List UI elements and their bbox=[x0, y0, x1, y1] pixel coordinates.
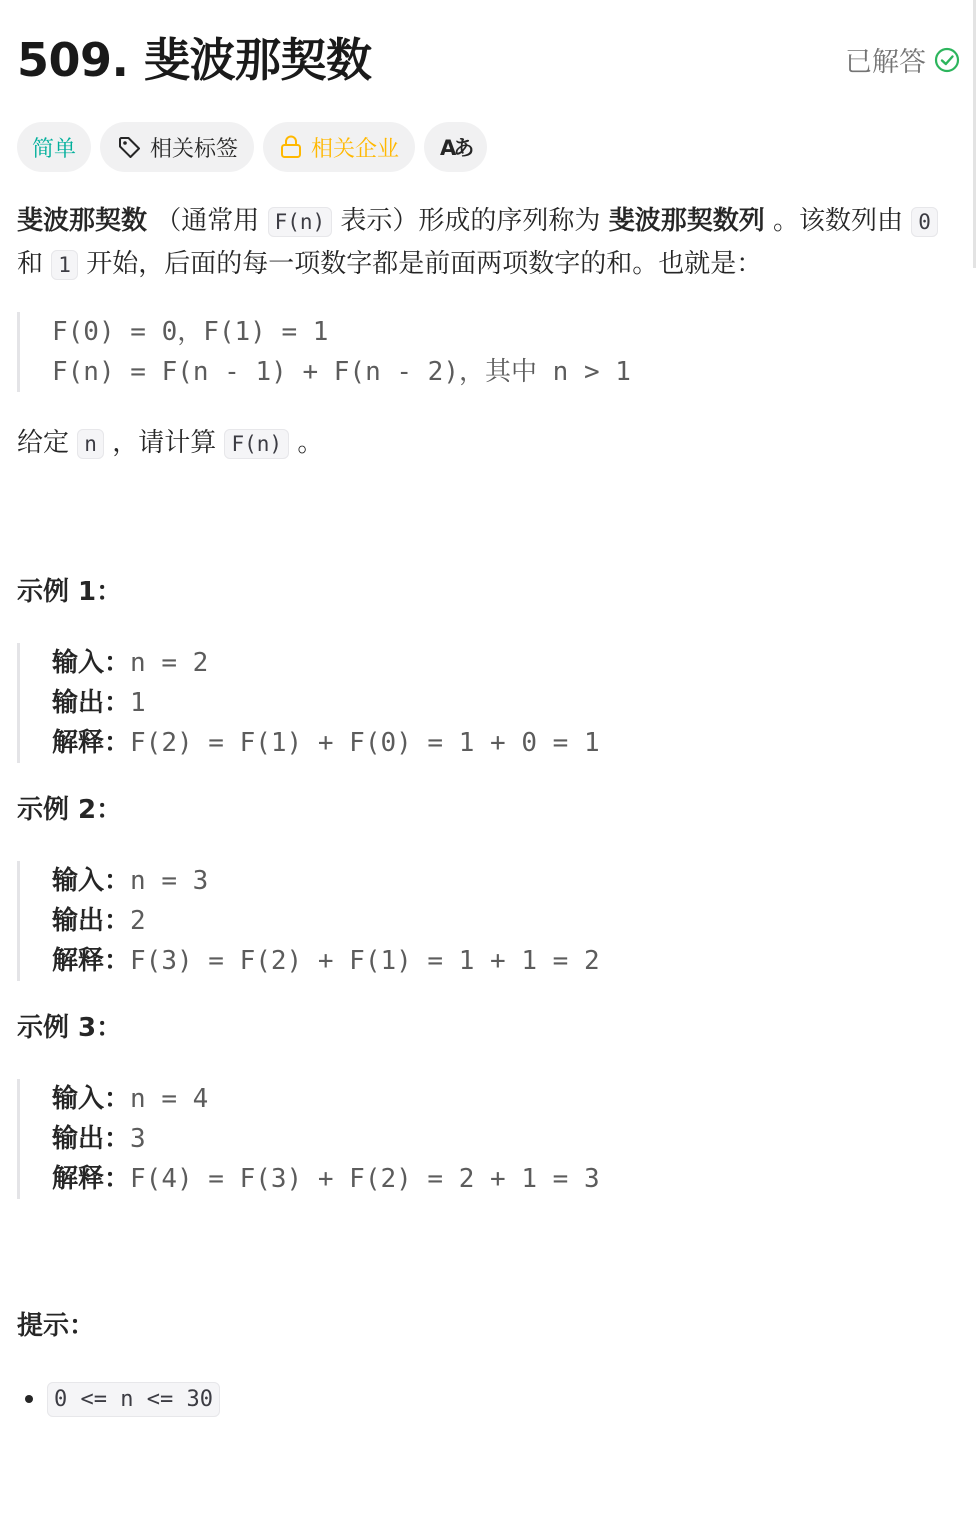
problem-header bbox=[17, 28, 960, 92]
inline-code: 0 bbox=[911, 207, 938, 237]
example-input bbox=[52, 643, 947, 683]
explain-label: 解释： bbox=[52, 1164, 131, 1194]
task-paragraph bbox=[17, 422, 947, 465]
hint-code: 0 <= n <= 30 bbox=[47, 1382, 220, 1417]
text-span: （通常用 bbox=[155, 206, 260, 236]
output-value: 1 bbox=[130, 688, 146, 718]
inline-code: 1 bbox=[51, 250, 78, 280]
example-output bbox=[52, 683, 947, 723]
text-span: 和 bbox=[17, 249, 44, 279]
output-label: 输出： bbox=[52, 688, 131, 718]
explain-value: F(4) = F(3) + F(2) = 2 + 1 = 3 bbox=[130, 1164, 600, 1194]
related-tags-label: 相关标签 bbox=[150, 136, 239, 162]
example-input bbox=[52, 1079, 947, 1119]
hints-section bbox=[17, 1305, 947, 1421]
problem-description bbox=[17, 200, 947, 1421]
lock-icon bbox=[279, 134, 303, 160]
difficulty-label: 简单 bbox=[32, 136, 77, 162]
text-span: 。该数列由 bbox=[772, 206, 903, 236]
input-label: 输入： bbox=[52, 648, 131, 678]
related-tags-button[interactable] bbox=[100, 122, 254, 172]
hints-list bbox=[17, 1377, 947, 1421]
explain-value: F(3) = F(2) + F(1) = 1 + 1 = 2 bbox=[130, 946, 600, 976]
check-circle-icon bbox=[934, 47, 960, 73]
problem-title[interactable]: 509. 斐波那契数 bbox=[17, 33, 372, 87]
example-block bbox=[17, 861, 947, 981]
output-value: 3 bbox=[130, 1124, 146, 1154]
output-value: 2 bbox=[130, 906, 146, 936]
text-span: ，请计算 bbox=[112, 428, 217, 458]
term-fibonacci: 斐波那契数 bbox=[17, 206, 148, 236]
text-span: 表示）形成的序列称为 bbox=[340, 206, 601, 236]
explain-value: F(2) = F(1) + F(0) = 1 + 0 = 1 bbox=[130, 728, 600, 758]
solved-status bbox=[845, 40, 960, 79]
term-fibonacci-sequence: 斐波那契数列 bbox=[608, 206, 765, 236]
example-3 bbox=[17, 1007, 947, 1199]
example-2 bbox=[17, 789, 947, 981]
output-label: 输出： bbox=[52, 1124, 131, 1154]
solved-label: 已解答 bbox=[845, 47, 926, 78]
example-explanation bbox=[52, 1159, 947, 1199]
example-1 bbox=[17, 571, 947, 763]
text-span: 。 bbox=[297, 428, 324, 458]
example-block bbox=[17, 643, 947, 763]
input-value: n = 4 bbox=[130, 1084, 209, 1114]
translate-icon: Aあ bbox=[440, 136, 472, 160]
explain-label: 解释： bbox=[52, 946, 131, 976]
example-input bbox=[52, 861, 947, 901]
example-explanation bbox=[52, 723, 947, 763]
explain-label: 解释： bbox=[52, 728, 131, 758]
hints-title: 提示： bbox=[17, 1311, 96, 1341]
input-value: n = 3 bbox=[130, 866, 209, 896]
example-title: 示例 3： bbox=[17, 1013, 123, 1043]
hint-item bbox=[47, 1377, 947, 1421]
inline-code: F(n) bbox=[224, 429, 289, 459]
output-label: 输出： bbox=[52, 906, 131, 936]
tag-bar bbox=[17, 122, 487, 172]
difficulty-badge[interactable] bbox=[17, 122, 91, 172]
formula-line: F(0) = 0，F(1) = 1 bbox=[52, 317, 329, 347]
related-companies-button[interactable] bbox=[263, 122, 415, 172]
input-label: 输入： bbox=[52, 1084, 131, 1114]
example-output bbox=[52, 1119, 947, 1159]
example-title: 示例 2： bbox=[17, 795, 123, 825]
example-explanation bbox=[52, 941, 947, 981]
translate-button[interactable] bbox=[424, 122, 487, 172]
formula-block bbox=[17, 312, 947, 392]
example-output bbox=[52, 901, 947, 941]
related-companies-label: 相关企业 bbox=[311, 136, 400, 162]
formula-line: F(n) = F(n - 1) + F(n - 2)，其中 n > 1 bbox=[52, 357, 631, 387]
input-value: n = 2 bbox=[130, 648, 209, 678]
tag-icon bbox=[116, 134, 142, 160]
text-span: 开始，后面的每一项数字都是前面两项数字的和。也就是： bbox=[86, 249, 763, 279]
example-title: 示例 1： bbox=[17, 577, 123, 607]
description-paragraph bbox=[17, 200, 947, 286]
example-block bbox=[17, 1079, 947, 1199]
input-label: 输入： bbox=[52, 866, 131, 896]
inline-code: n bbox=[77, 429, 104, 459]
inline-code: F(n) bbox=[268, 207, 333, 237]
text-span: 给定 bbox=[17, 428, 70, 458]
